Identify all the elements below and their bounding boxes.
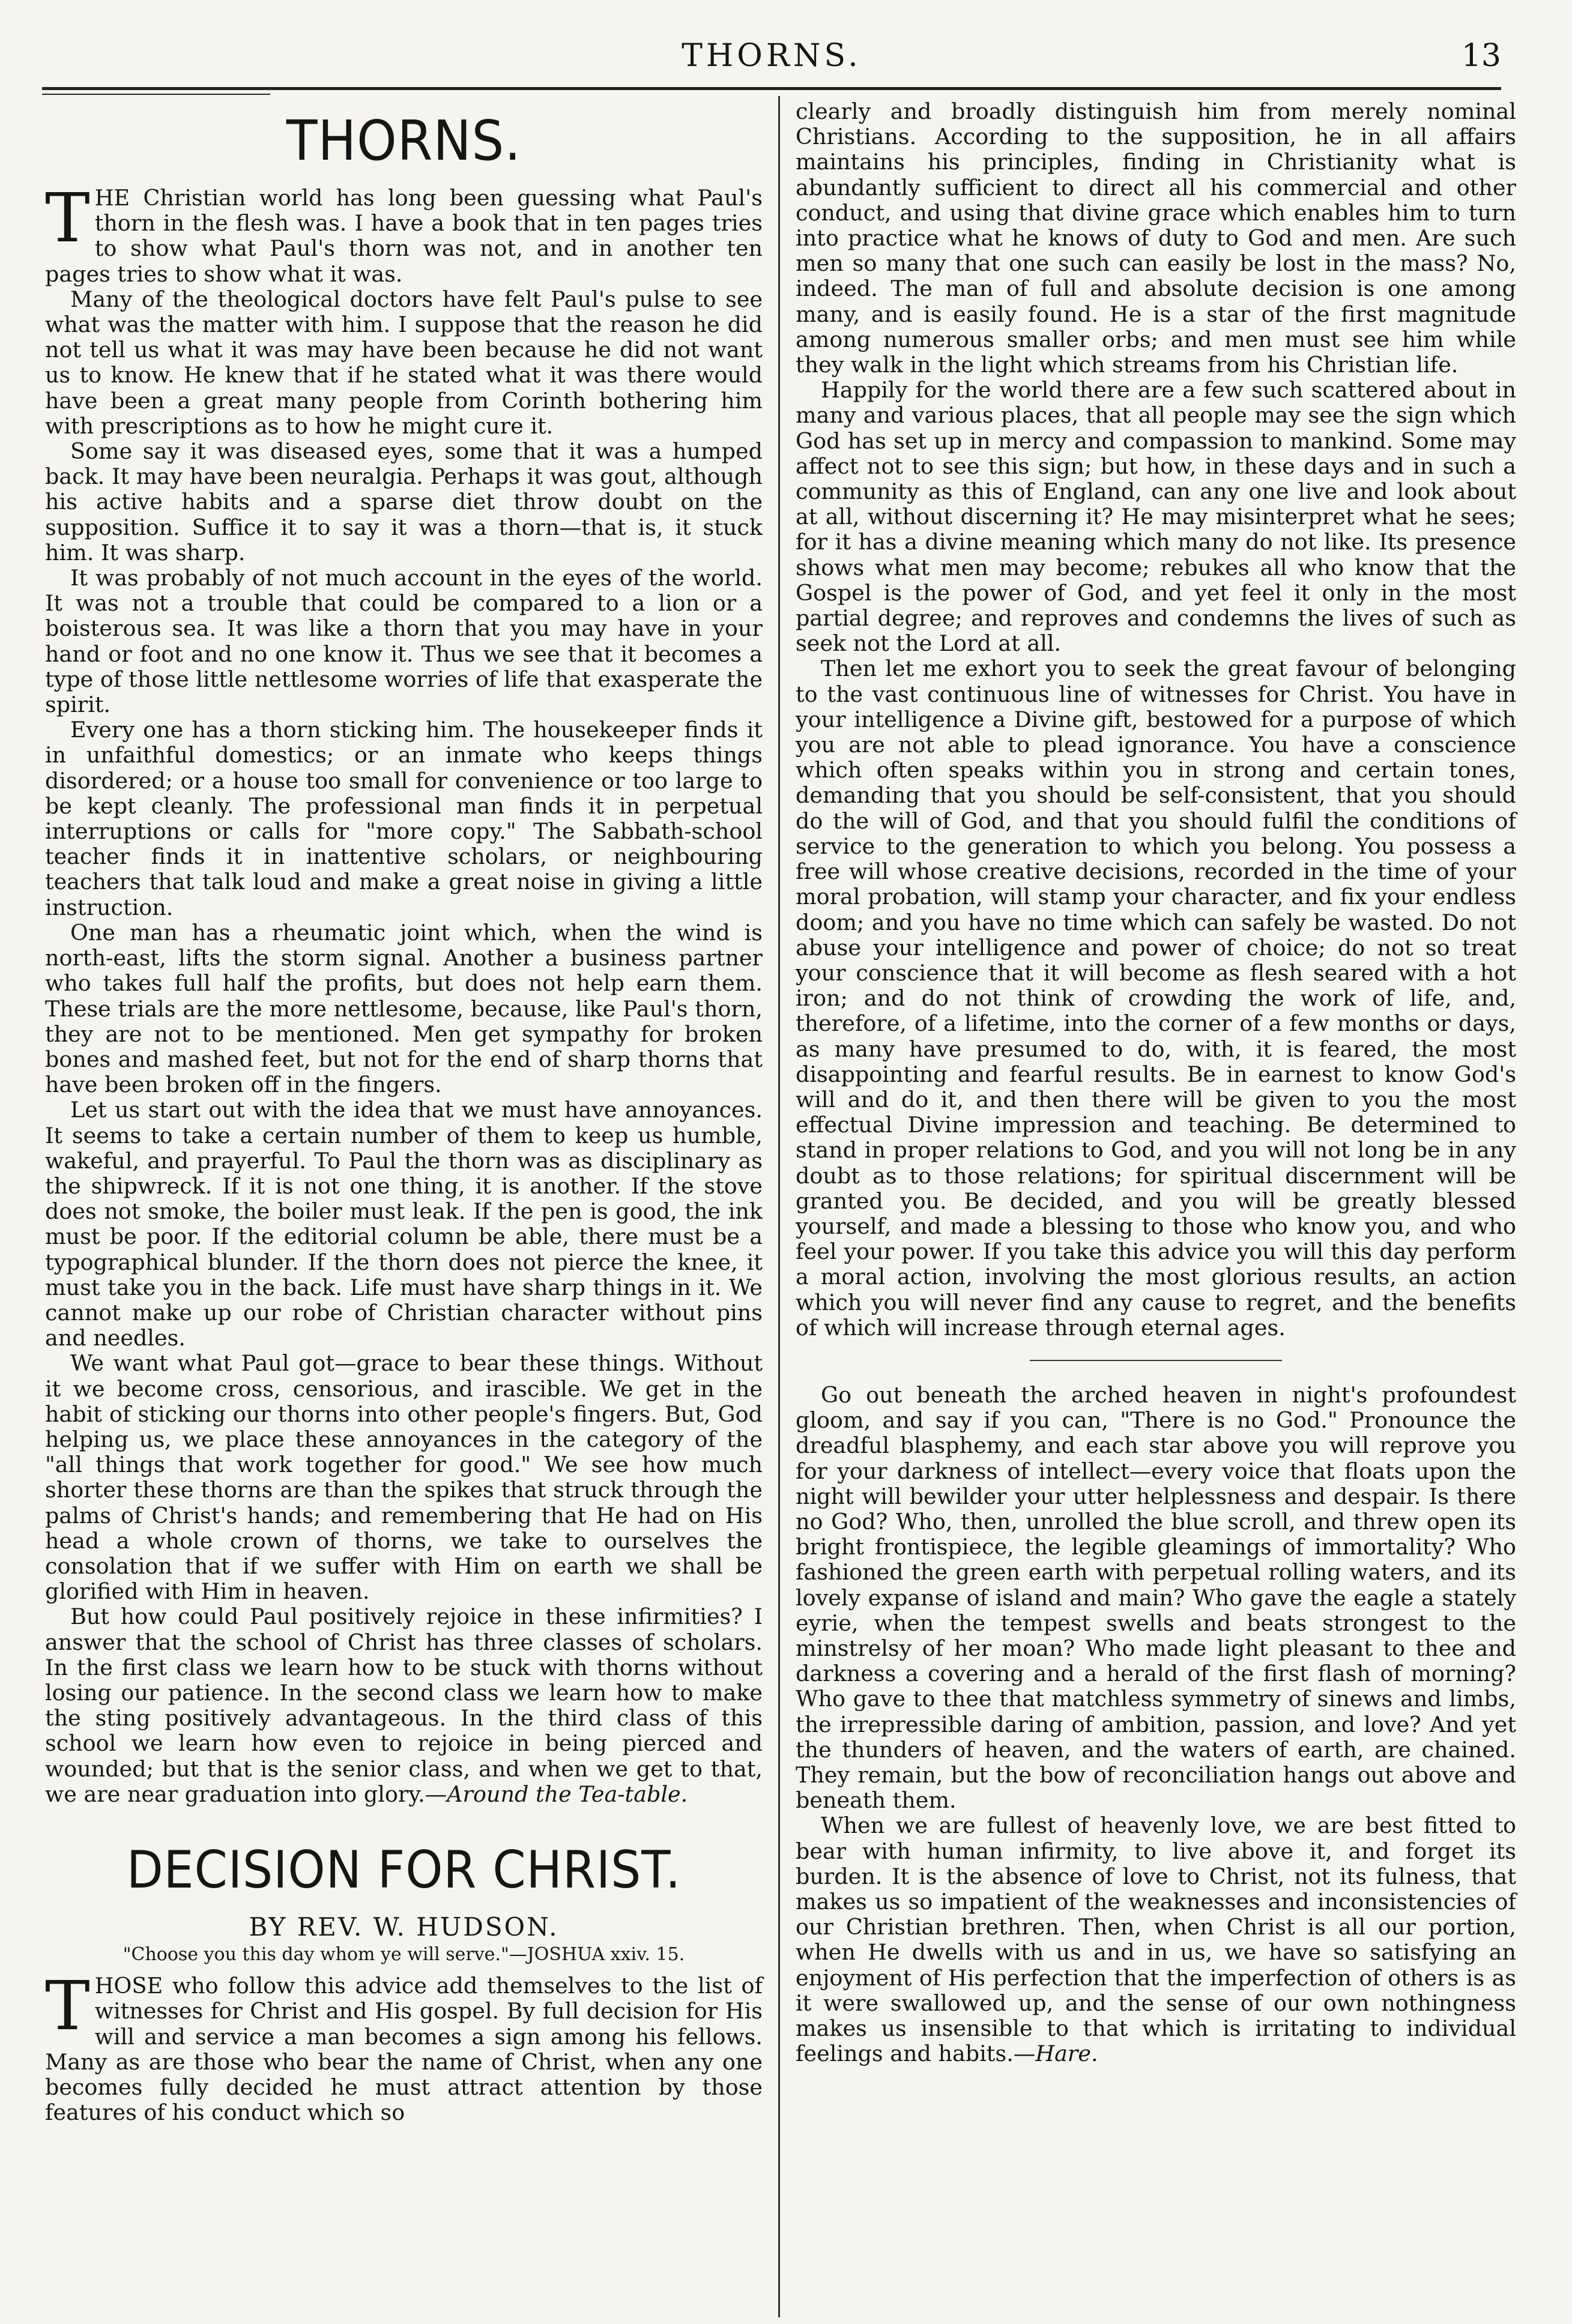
- article-paragraph: Many of the theological doctors have felt Paul's pulse to see what was the matter with him. I suppose that the reason he did not tell us what it was may have been because he did not want us to know. He knew that if he stated what it was there would have been a great many people from Corinth bothering him with prescriptions as to how he might cure it.: [45, 286, 763, 439]
- left-column: [45, 99, 763, 2125]
- header-rule-short: [42, 94, 270, 95]
- column-divider: [778, 96, 780, 2317]
- article-paragraph: But how could Paul positively rejoice in these infirmities? I answer that the school of Christ has three classes of scholars. In the first class we learn how to be stuck with thorns without losing our patience. In the second class we learn how to make the sting positively advantageous. In the third class of this school we learn how even to rejoice in being pierced and wounded; but that is the senior class, and when we get to that, we are near graduation into glory.—Around the Tea-table.: [45, 1604, 763, 1807]
- page-number: 13: [1461, 38, 1501, 74]
- article-paragraph: THE Christian world has long been guessing what Paul's thorn in the flesh was. I have a book that in ten pages tries to show what Paul's thorn was not, and in another ten pages tries to show what it was.: [45, 180, 763, 287]
- section-divider: [1030, 1360, 1282, 1361]
- drop-cap: T: [45, 1967, 90, 2046]
- article-paragraph: THOSE who follow this advice add themselves to the list of witnesses for Christ and His gospel. By full decision for His will and service a man becomes a sign among his fellows. Many as are those who bear the name of Christ, when any one becomes fully decided he must attract attention by those features of his conduct which so: [45, 1967, 763, 2126]
- article-title-thorns: THORNS.: [286, 109, 522, 173]
- article-signoff: —Around the Tea-table.: [425, 1781, 688, 1807]
- running-title: THORNS.: [682, 38, 862, 74]
- article-byline: BY REV. W. HUDSON.: [249, 1912, 559, 1942]
- article-signoff: —Hare.: [1013, 2041, 1098, 2067]
- article-epigraph: "Choose you this day whom ye will serve."—JOSHUA xxiv. 15.: [122, 1944, 685, 1966]
- article-paragraph: Some say it was diseased eyes, some that it was a humped back. It may have been neuralgia. Perhaps it was gout, although his active habits and a sparse diet throw doubt on the supposition. Suffice it to say it was a thorn—that is, it stuck him. It was sharp.: [45, 438, 763, 566]
- article-paragraph: Go out beneath the arched heaven in night's profoundest gloom, and say if you can, "There is no God." Pronounce the dreadful blasphemy, and each star above you will reprove you for your darkness of intellect—every voice that floats upon the night will bewilder your utter helplessness and despair. Is there no God? Who, then, unrolled the blue scroll, and threw open its bright frontispiece, the legible gleamings of immortality? Who fashioned the green earth with perpetual rolling waters, and its lovely expanse of island and main? Who gave the eagle a stately eyrie, when the tempest swells and beats strongest to the minstrelsy of her moan? Who made light pleasant to thee and darkness a covering and a herald of the first flash of morning? Who gave to thee that matchless symmetry of sinews and limbs, the irrepressible daring of ambition, passion, and love? And yet the thunders of heaven, and the waters of earth, are chained. They remain, but the bow of reconciliation hangs out above and beneath them.: [796, 1381, 1516, 1814]
- drop-cap: T: [45, 180, 90, 258]
- header-rule: [42, 87, 1501, 90]
- article-paragraph: We want what Paul got—grace to bear these things. Without it we become cross, censorious, and irascible. We get in the habit of sticking our thorns into other people's fingers. But, God helping us, we place these annoyances in the category of the "all things that work together for good." We see how much shorter these thorns are than the spikes that struck through the palms of Christ's hands; and remembering that He had on His head a whole crown of thorns, we take to ourselves the consolation that if we suffer with Him on earth we shall be glorified with Him in heaven.: [45, 1350, 763, 1605]
- article-paragraph: Happily for the world there are a few such scattered about in many and various places, that all people may see the sign which God has set up in mercy and compassion to mankind. Some may affect not to see this sign; but how, in these days and in such a community as this of England, can any one live and look about at all, without discerning it? He may misinterpret what he sees; for it has a divine meaning which many do not like. Its presence shows what men may become; rebukes all who know that the Gospel is the power of God, and yet feel it only in the most partial degree; and reproves and condemns the lives of such as seek not the Lord at all.: [796, 377, 1516, 657]
- article-paragraph: Every one has a thorn sticking him. The housekeeper finds it in unfaithful domestics; or an inmate who keeps things disordered; or a house too small for convenience or too large to be kept cleanly. The professional man finds it in perpetual interruptions or calls for "more copy." The Sabbath-school teacher finds it in inattentive scholars, or neighbouring teachers that talk loud and make a great noise in giving a little instruction.: [45, 717, 763, 920]
- article-paragraph: clearly and broadly distinguish him from merely nominal Christians. According to the supposition, he in all affairs maintains his principles, finding in Christianity what is abundantly sufficient to direct all his commercial and other conduct, and using that divine grace which enables him to turn into practice what he knows of duty to God and men. Are such men so many that one such can easily be lost in the mass? No, indeed. The man of full and absolute decision is one among many, and is easily found. He is a star of the first magnitude among numerous smaller orbs; and men must see him while they walk in the light which streams from his Christian life.: [796, 98, 1516, 378]
- article-paragraph: One man has a rheumatic joint which, when the wind is north-east, lifts the storm signal. Another a business partner who takes full half the profits, but does not help earn them. These trials are the more nettlesome, because, like Paul's thorn, they are not to be mentioned. Men get sympathy for broken bones and mashed feet, but not for the end of sharp thorns that have been broken off in the fingers.: [45, 919, 763, 1098]
- article-paragraph: It was probably of not much account in the eyes of the world. It was not a trouble that could be compared to a lion or a boisterous sea. It was like a thorn that you may have in your hand or foot and no one know it. Thus we see that it becomes a type of those little nettlesome worries of life that exasperate the spirit.: [45, 565, 763, 718]
- right-column: [796, 99, 1516, 2066]
- article-paragraph: Then let me exhort you to seek the great favour of belonging to the vast continuous line of witnesses for Christ. You have in your intelligence a Divine gift, bestowed for a purpose of which you are not able to plead ignorance. You have a conscience which often speaks within you in strong and certain tones, demanding that you should be self-consistent, that you should do the will of God, and that you should fulfil the conditions of service to the generation to which you belong. You possess a free will whose creative decisions, recorded in the time of your moral probation, will stamp your character, and fix your endless doom; and you have no time which can safely be wasted. Do not abuse your intelligence and power of choice; do not so treat your conscience that it will become as flesh seared with a hot iron; and do not think of crowding the work of life, and, therefore, of a lifetime, into the corner of a few months or days, as many have presumed to do, with, it is feared, the most disappointing and fearful results. Be in earnest to know God's will and do it, and then there will be given to you the most effectual Divine impression and teaching. Be determined to stand in proper relations to God, and you will not long be in any doubt as to those relations; for spiritual discernment will be granted you. Be decided, and you will be greatly blessed yourself, and made a blessing to those who know you, and who feel your power. If you take this advice you will this day perform a moral action, involving the most glorious results, an action which you will never find any cause to regret, and the benefits of which will increase through eternal ages.: [796, 656, 1516, 1341]
- article-paragraph: When we are fullest of heavenly love, we are best fitted to bear with human infirmity, to live above it, and forget its burden. It is the absence of love to Christ, not its fulness, that makes us so impatient of the weaknesses and inconsistencies of our Christian brethren. Then, when Christ is all our portion, when He dwells with us and in us, we have so satisfying an enjoyment of His perfection that the imperfection of others is as it were swallowed up, and the sense of our own nothingness makes us insensible to that which is irritating to individual feelings and habits.—Hare.: [796, 1812, 1516, 2067]
- page-header: [42, 33, 1501, 81]
- article-title-decision: DECISION FOR CHRIST.: [126, 1840, 682, 1900]
- article-paragraph: Let us start out with the idea that we must have annoyances. It seems to take a certain number of them to keep us humble, wakeful, and prayerful. To Paul the thorn was as disciplinary as the shipwreck. If it is not one thing, it is another. If the stove does not smoke, the boiler must leak. If the pen is good, the ink must be poor. If the editorial column be able, there must be a typographical blunder. If the thorn does not pierce the knee, it must take you in the back. Life must have sharp things in it. We cannot make up our robe of Christian character without pins and needles.: [45, 1097, 763, 1351]
